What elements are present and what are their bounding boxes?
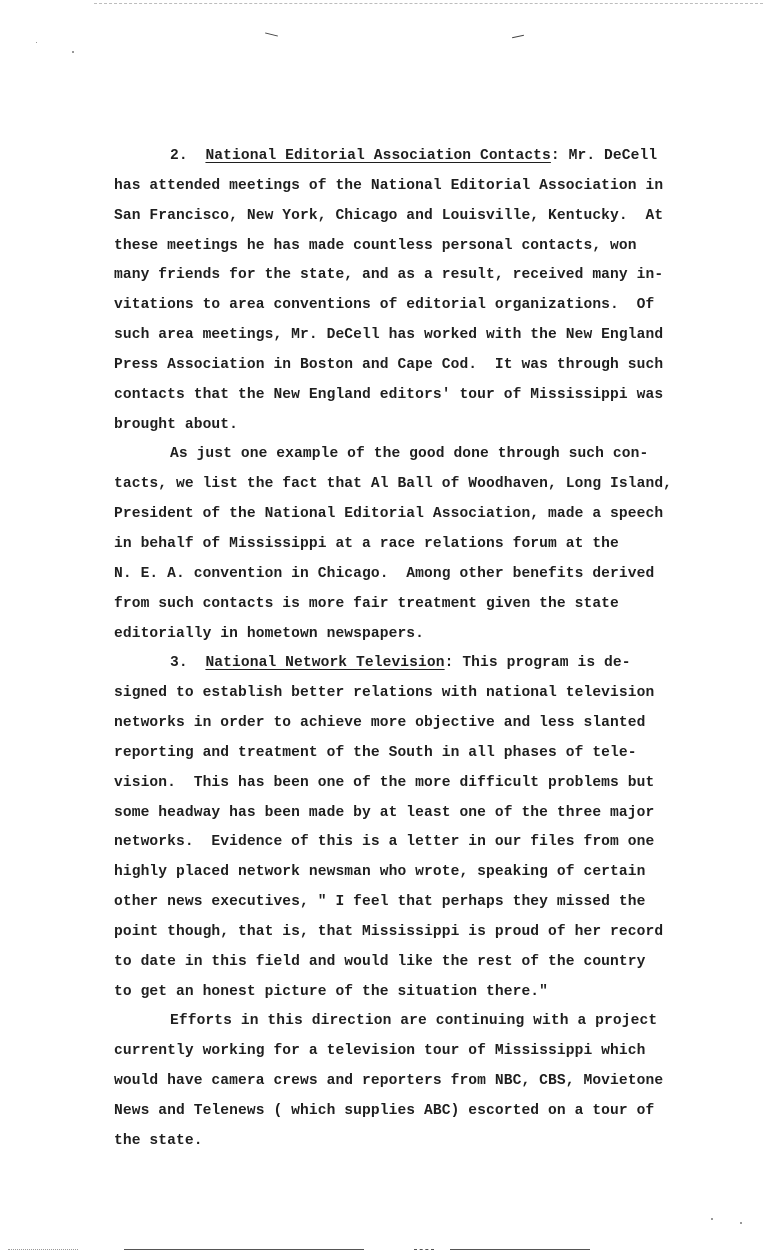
text-line: in behalf of Mississippi at a race relations forum at the xyxy=(114,535,619,552)
text-line: reporting and treatment of the South in all phases of tele- xyxy=(114,744,637,761)
text-line: networks in order to achieve more objective and less slanted xyxy=(114,715,646,732)
item-number: 2. xyxy=(170,148,188,164)
text-line: N. E. A. convention in Chicago. Among other benefits derived xyxy=(114,565,655,582)
text-line: these meetings he has made countless personal contacts, won xyxy=(114,237,637,254)
text-line: tacts, we list the fact that Al Ball of Woodhaven, Long Island, xyxy=(114,476,673,493)
text-line: to date in this field and would like the rest of the country xyxy=(114,953,646,970)
heading-colon: : xyxy=(550,148,560,164)
top-edge-rule xyxy=(94,3,763,4)
text-line: such area meetings, Mr. DeCell has worked with the New England xyxy=(114,327,664,344)
scan-mark-right xyxy=(512,35,524,38)
text-line: would have camera crews and reporters from NBC, CBS, Movietone xyxy=(114,1073,664,1090)
paragraph-efforts xyxy=(114,1007,680,1156)
scan-speck xyxy=(72,51,74,53)
text-line: highly placed network newsman who wrote, speaking of certain xyxy=(114,864,646,881)
bottom-edge-rule xyxy=(414,1249,434,1250)
scan-speck xyxy=(740,1222,742,1224)
section-heading: National Editorial Association Contacts xyxy=(205,148,551,164)
text-line: Efforts in this direction are continuing with a project xyxy=(170,1013,658,1030)
text-line: networks. Evidence of this is a letter in our files from one xyxy=(114,834,655,851)
bottom-edge-rule xyxy=(8,1249,78,1250)
text-line: This program is de- xyxy=(453,655,631,672)
text-line: some headway has been made by at least one of the three major xyxy=(114,804,655,821)
text-line: from such contacts is more fair treatment given the state xyxy=(114,595,619,612)
bottom-edge-rule xyxy=(450,1249,590,1250)
paragraph-first-line xyxy=(114,142,680,172)
text-line: San Francisco, New York, Chicago and Louisville, Kentucky. At xyxy=(114,207,664,224)
section-heading: National Network Television xyxy=(205,655,445,672)
scan-mark-left xyxy=(265,32,278,36)
text-line: currently working for a television tour of Mississippi which xyxy=(114,1043,646,1060)
document-body xyxy=(114,142,680,1157)
scan-speck xyxy=(36,42,37,43)
text-line: to get an honest picture of the situation there." xyxy=(114,983,549,1000)
text-line: Mr. DeCell xyxy=(559,148,658,164)
text-line: contacts that the New England editors' tour of Mississippi was xyxy=(114,386,664,403)
heading-colon: : xyxy=(444,655,454,672)
item-number: 3. xyxy=(170,655,188,672)
paragraph-example xyxy=(114,440,680,649)
text-line: brought about. xyxy=(114,416,239,433)
text-line: Press Association in Boston and Cape Cod. It was through such xyxy=(114,356,664,373)
text-line: As just one example of the good done through such con- xyxy=(170,446,649,463)
text-line: many friends for the state, and as a result, received many in- xyxy=(114,267,664,284)
text-line: has attended meetings of the National Editorial Association in xyxy=(114,177,664,194)
scan-speck xyxy=(711,1218,713,1220)
paragraph-first-line xyxy=(114,649,680,679)
text-line: the state. xyxy=(114,1132,203,1149)
text-line: vitations to area conventions of editorial organizations. Of xyxy=(114,297,655,314)
text-line: other news executives, " I feel that perhaps they missed the xyxy=(114,894,646,911)
text-line: signed to establish better relations with national television xyxy=(114,685,655,702)
paragraph-item-3 xyxy=(114,649,680,1007)
paragraph-item-2 xyxy=(114,142,680,440)
text-line: President of the National Editorial Association, made a speech xyxy=(114,506,664,523)
text-line: point though, that is, that Mississippi is proud of her record xyxy=(114,923,664,940)
bottom-edge-rule xyxy=(124,1249,364,1250)
text-line: editorially in hometown newspapers. xyxy=(114,625,425,642)
text-line: News and Telenews ( which supplies ABC) escorted on a tour of xyxy=(114,1103,655,1119)
text-line: vision. This has been one of the more difficult problems but xyxy=(114,774,655,791)
